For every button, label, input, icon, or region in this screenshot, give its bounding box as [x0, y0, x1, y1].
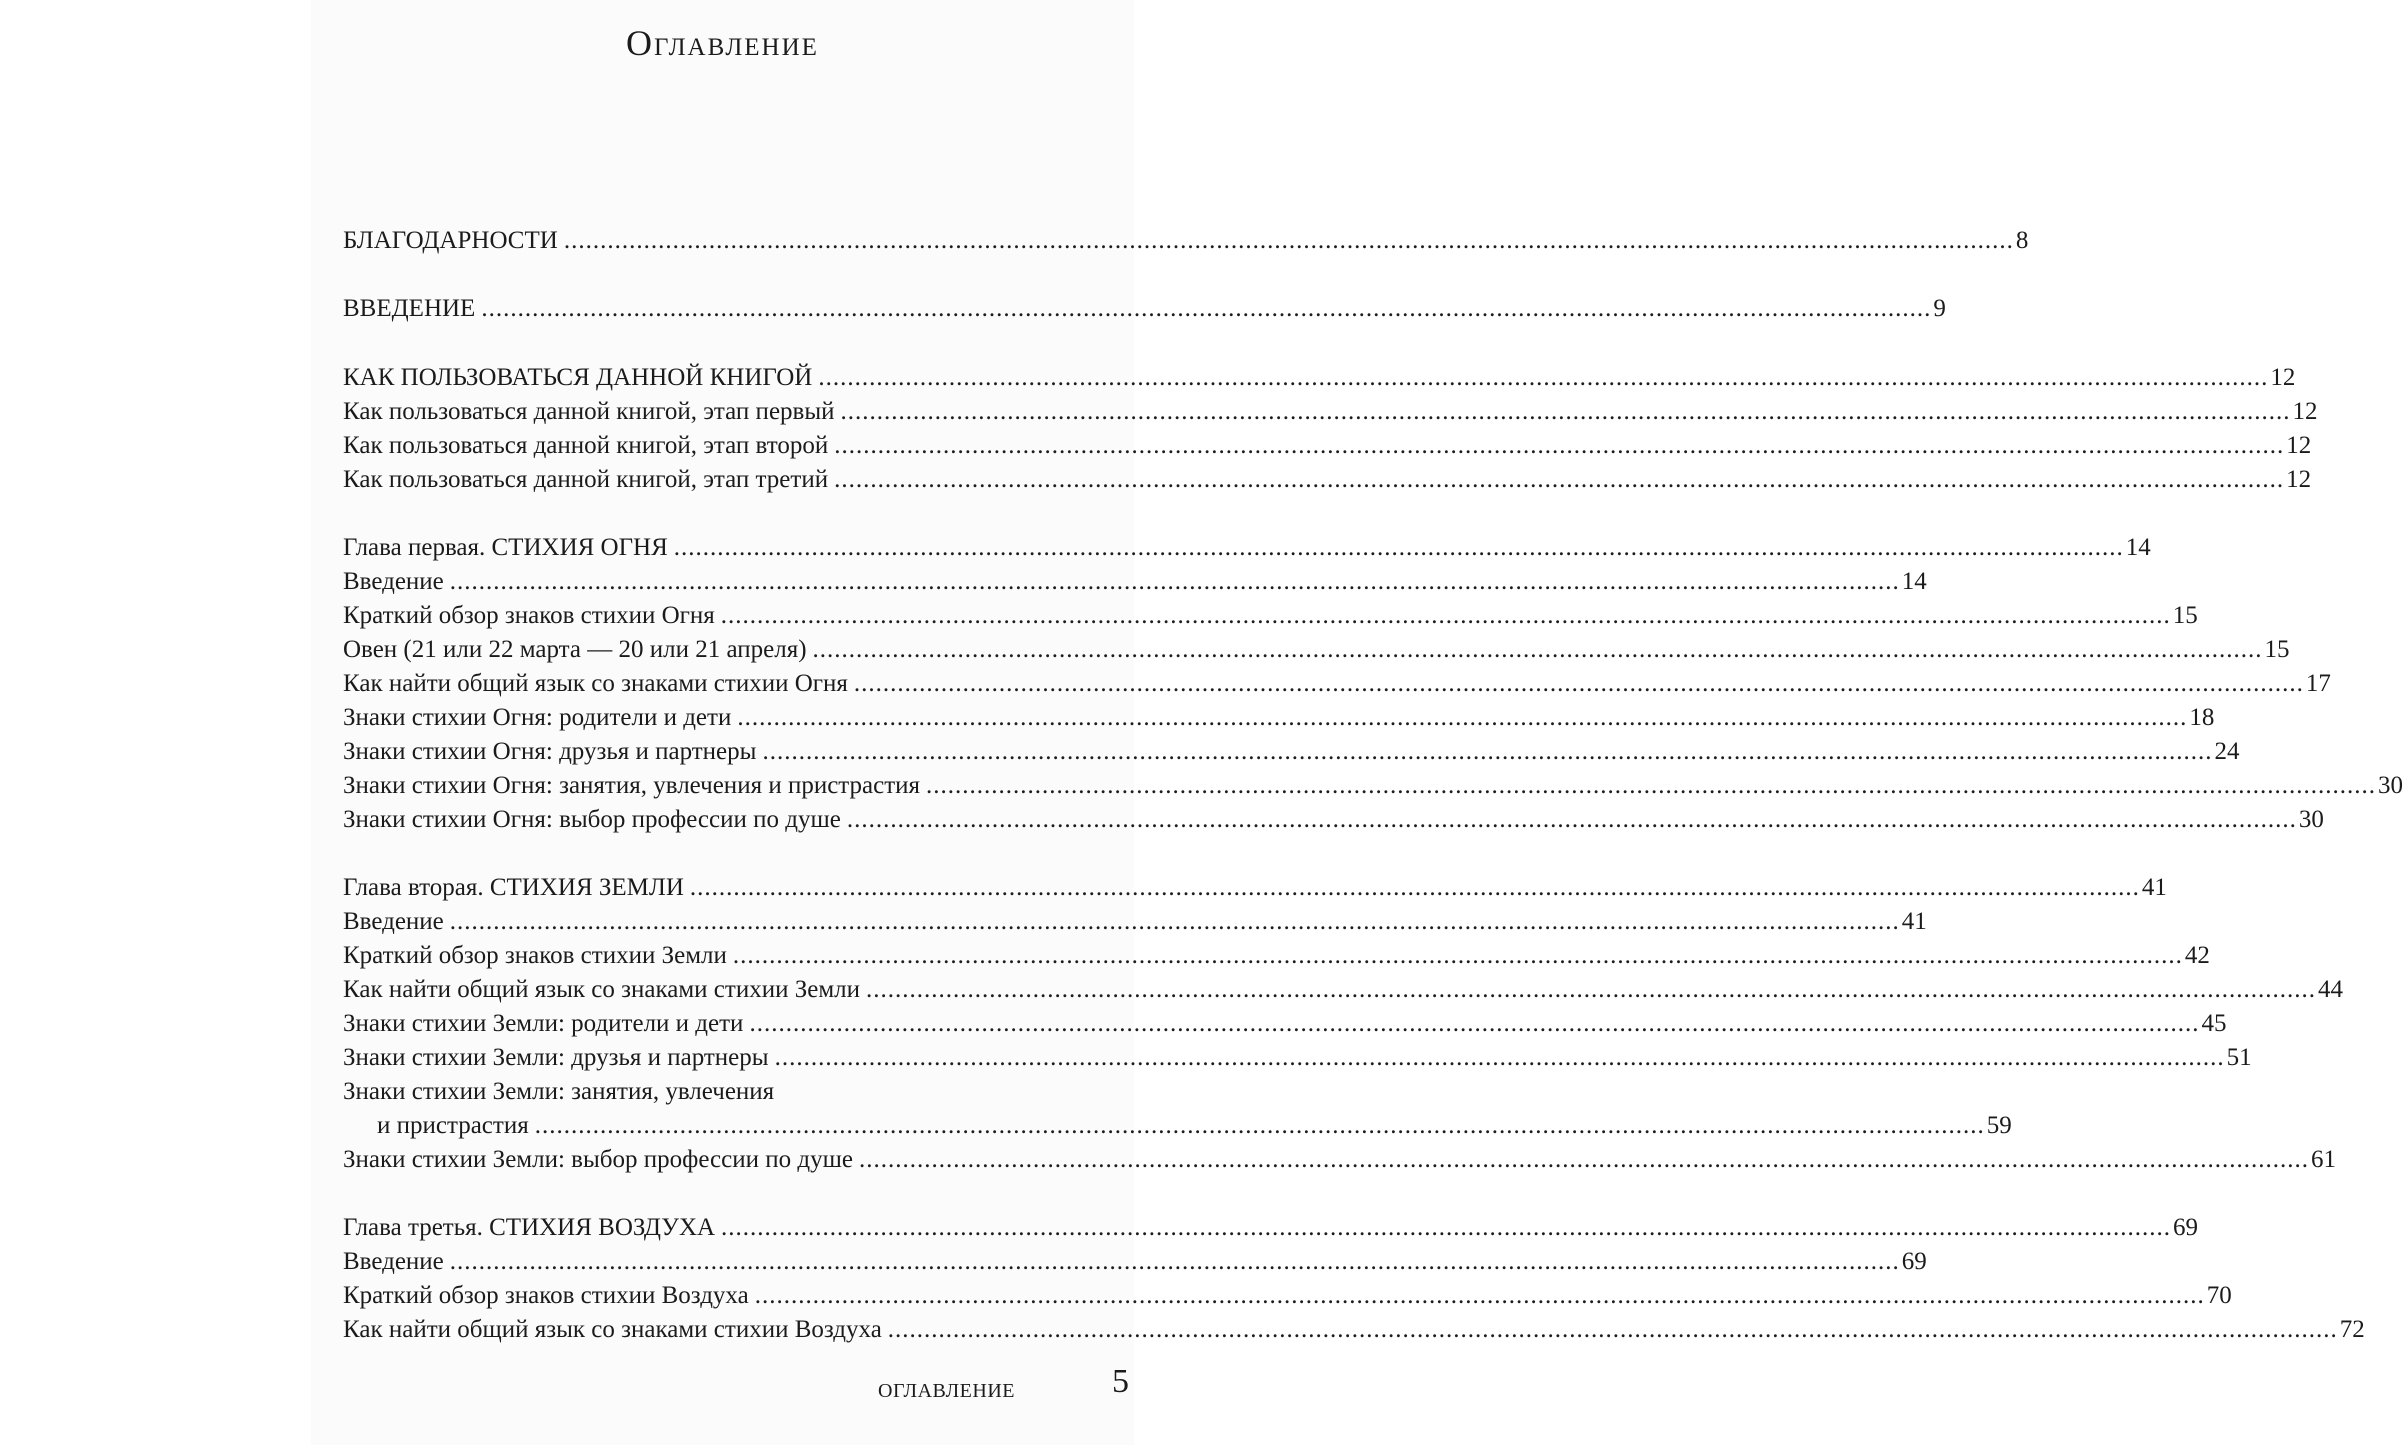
toc-entry-page: 12: [2286, 432, 2312, 459]
toc-entry[interactable]: [343, 973, 2344, 1007]
dot-leader: ........................................................................................................................................................................................................: [846, 806, 2297, 833]
toc-entry[interactable]: [343, 803, 2324, 837]
toc-entry-page: 69: [2173, 1214, 2199, 1241]
dot-leader: ........................................................................................................................................................................................................: [449, 568, 1900, 595]
toc-entry-page: 51: [2226, 1044, 2252, 1071]
dot-leader: ........................................................................................................................................................................................................: [834, 466, 2285, 493]
toc-entry-page: 44: [2318, 976, 2344, 1003]
toc-entry-label: Введение: [343, 1248, 444, 1275]
toc-entry-page: 69: [1901, 1248, 1927, 1275]
toc-entry-page: 12: [2286, 466, 2312, 493]
toc-entry[interactable]: [343, 599, 2198, 633]
toc-entry-label: Краткий обзор знаков стихии Воздуха: [343, 1282, 749, 1309]
toc-entry[interactable]: [343, 429, 2312, 463]
toc-entry-label: Как найти общий язык со знаками стихии Земли: [343, 976, 861, 1003]
toc-entry-label: КАК ПОЛЬЗОВАТЬСЯ ДАННОЙ КНИГОЙ: [343, 364, 813, 391]
toc-entry-label: Краткий обзор знаков стихии Земли: [343, 942, 727, 969]
toc-entry-page: 18: [2189, 704, 2215, 731]
toc-section-how-to-use[interactable]: [343, 361, 2296, 395]
toc-entry-page: 70: [2206, 1282, 2232, 1309]
toc-entry-label: Глава первая. СТИХИЯ ОГНЯ: [343, 534, 668, 561]
toc-entry-introduction[interactable]: [343, 292, 1946, 326]
toc-entry[interactable]: [343, 1279, 2232, 1313]
toc-entry-page: 17: [2305, 670, 2331, 697]
dot-leader: ........................................................................................................................................................................................................: [720, 602, 2171, 629]
dot-leader: ........................................................................................................................................................................................................: [732, 942, 2183, 969]
toc-entry-label: Глава вторая. СТИХИЯ ЗЕМЛИ: [343, 874, 684, 901]
toc-entry-label: Знаки стихии Огня: занятия, увлечения и пристрастия: [343, 772, 921, 799]
toc-entry-page: 61: [2310, 1146, 2336, 1173]
toc-entry-page: 14: [1901, 568, 1927, 595]
dot-leader: ........................................................................................................................................................................................................: [926, 772, 2377, 799]
dot-leader: ........................................................................................................................................................................................................: [762, 738, 2213, 765]
toc-entry-line2[interactable]: [343, 1109, 2012, 1143]
toc-entry-page: 30: [2378, 772, 2403, 799]
dot-leader: ........................................................................................................................................................................................................: [812, 636, 2263, 663]
dot-leader: ........................................................................................................................................................................................................: [481, 295, 1932, 322]
toc-entry[interactable]: [343, 735, 2240, 769]
dot-leader: ........................................................................................................................................................................................................: [858, 1146, 2309, 1173]
toc-entry-page: 8: [2015, 227, 2029, 254]
toc-entry-label: Знаки стихии Земли: родители и дети: [343, 1010, 744, 1037]
toc-entry-page: 14: [2125, 534, 2151, 561]
toc-entry[interactable]: [343, 463, 2312, 497]
toc-entry[interactable]: [343, 1143, 2336, 1177]
dot-leader: ........................................................................................................................................................................................................: [737, 704, 2188, 731]
toc-entry[interactable]: [343, 633, 2290, 667]
toc-entry[interactable]: [343, 939, 2210, 973]
toc-entry-page: 45: [2201, 1010, 2227, 1037]
toc-entry[interactable]: [343, 667, 2331, 701]
dot-leader: ........................................................................................................................................................................................................: [449, 1248, 1900, 1275]
toc-entry-label: БЛАГОДАРНОСТИ: [343, 227, 558, 254]
toc-entry-label: Знаки стихии Огня: выбор профессии по душе: [343, 806, 841, 833]
toc-entry-page: 42: [2184, 942, 2210, 969]
toc-entry-label: Знаки стихии Огня: друзья и партнеры: [343, 738, 757, 765]
dot-leader: ........................................................................................................................................................................................................: [563, 227, 2014, 254]
toc-entry-label: и пристрастия: [377, 1112, 529, 1139]
dot-leader: ........................................................................................................................................................................................................: [818, 364, 2269, 391]
toc-entry-label: Как пользоваться данной книгой, этап первый: [343, 398, 835, 425]
toc-entry-page: 41: [2141, 874, 2167, 901]
toc-entry[interactable]: [343, 395, 2318, 429]
toc-entry-label: Как найти общий язык со знаками стихии Воздуха: [343, 1316, 882, 1343]
dot-leader: ........................................................................................................................................................................................................: [840, 398, 2291, 425]
dot-leader: ........................................................................................................................................................................................................: [853, 670, 2304, 697]
dot-leader: ........................................................................................................................................................................................................: [449, 908, 1900, 935]
dot-leader: ........................................................................................................................................................................................................: [887, 1316, 2338, 1343]
dot-leader: ........................................................................................................................................................................................................: [721, 1214, 2172, 1241]
toc-entry-label: Знаки стихии Земли: друзья и партнеры: [343, 1044, 769, 1071]
toc-chapter-air[interactable]: [343, 1211, 2199, 1245]
dot-leader: ........................................................................................................................................................................................................: [774, 1044, 2225, 1071]
toc-entry[interactable]: [343, 769, 2403, 803]
toc-entry[interactable]: [343, 565, 1927, 599]
toc-entry[interactable]: [343, 1007, 2227, 1041]
toc-entry-label: Введение: [343, 908, 444, 935]
running-footer: ОГЛАВЛЕНИЕ: [878, 1380, 1015, 1402]
dot-leader: ........................................................................................................................................................................................................: [673, 534, 2124, 561]
toc-entry-label: Краткий обзор знаков стихии Огня: [343, 602, 715, 629]
toc-entry[interactable]: [343, 701, 2215, 735]
toc-entry-page: 12: [2270, 364, 2296, 391]
toc-entry-label: Знаки стихии Огня: родители и дети: [343, 704, 732, 731]
toc-entry-page: 41: [1901, 908, 1927, 935]
toc-entry-page: 24: [2214, 738, 2240, 765]
dot-leader: ........................................................................................................................................................................................................: [749, 1010, 2200, 1037]
toc-entry-page: 72: [2339, 1316, 2365, 1343]
toc-entry-page: 9: [1933, 295, 1946, 322]
toc-entry[interactable]: [343, 1313, 2365, 1347]
page-number: 5: [1112, 1363, 1129, 1400]
toc-chapter-fire[interactable]: [343, 531, 2151, 565]
toc-entry-page: 15: [2264, 636, 2290, 663]
dot-leader: ........................................................................................................................................................................................................: [534, 1112, 1985, 1139]
toc-entry-label: ВВЕДЕНИЕ: [343, 295, 476, 322]
page-title: Оглавление: [626, 23, 819, 63]
toc-entry-acknowledgements[interactable]: [343, 224, 2029, 258]
toc-entry-page: 30: [2298, 806, 2324, 833]
toc-entry-label: Знаки стихии Земли: выбор профессии по душе: [343, 1146, 853, 1173]
dot-leader: ........................................................................................................................................................................................................: [866, 976, 2317, 1003]
dot-leader: ........................................................................................................................................................................................................: [754, 1282, 2205, 1309]
toc-entry-page: 15: [2172, 602, 2198, 629]
toc-entry-label: Как пользоваться данной книгой, этап третий: [343, 466, 829, 493]
toc-entry[interactable]: [343, 1245, 1927, 1279]
toc-entry-label: Введение: [343, 568, 444, 595]
toc-chapter-earth[interactable]: [343, 871, 2167, 905]
toc-entry-label: Как пользоваться данной книгой, этап второй: [343, 432, 829, 459]
toc-entry-label: Как найти общий язык со знаками стихии Огня: [343, 670, 848, 697]
toc-entry-page: 59: [1986, 1112, 2012, 1139]
toc-entry-line1[interactable]: Знаки стихии Земли: занятия, увлечения: [343, 1078, 775, 1105]
dot-leader: ........................................................................................................................................................................................................: [689, 874, 2140, 901]
dot-leader: ........................................................................................................................................................................................................: [834, 432, 2285, 459]
toc-entry[interactable]: [343, 1041, 2252, 1075]
toc-entry[interactable]: [343, 905, 1927, 939]
toc-entry-label: Овен (21 или 22 марта — 20 или 21 апреля): [343, 636, 807, 663]
toc-entry-page: 12: [2292, 398, 2318, 425]
toc-entry-label: Глава третья. СТИХИЯ ВОЗДУХА: [343, 1214, 716, 1241]
